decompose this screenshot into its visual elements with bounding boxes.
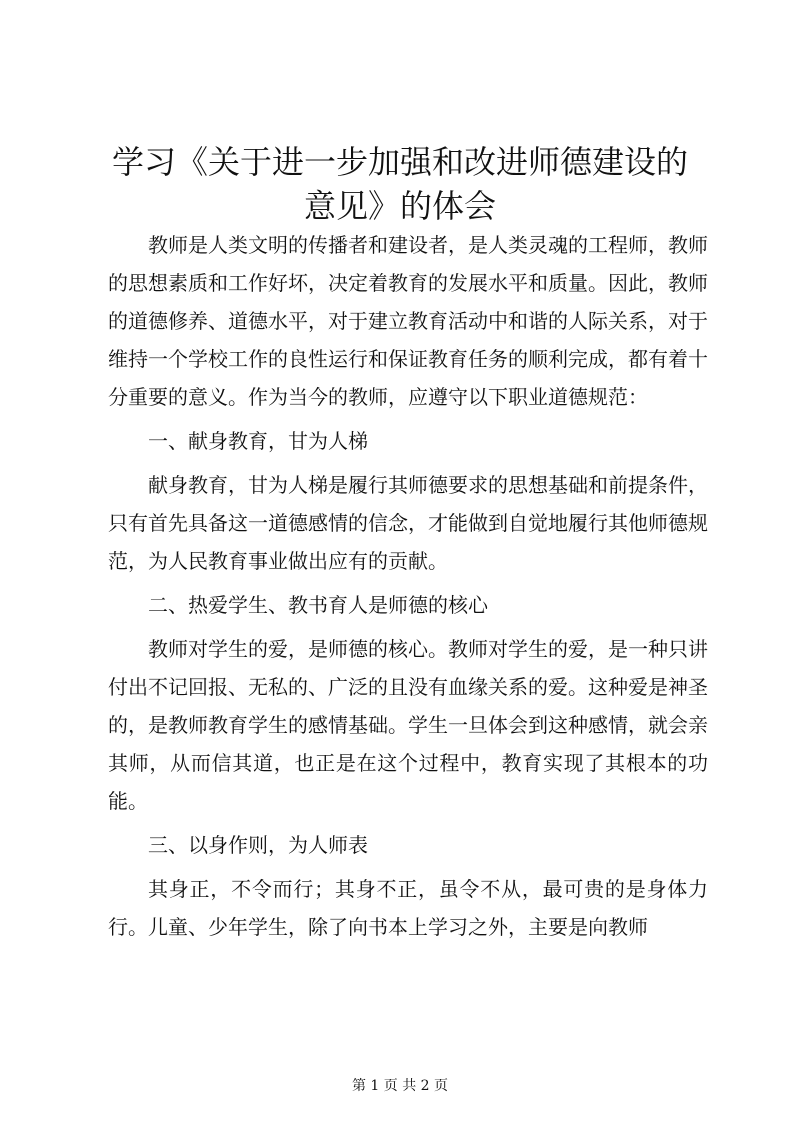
page-number-footer: 第 1 页 共 2 页 [351,1078,449,1094]
document-body [108,226,708,952]
paragraph-section-1: 献身教育，甘为人梯是履行其师德要求的思想基础和前提条件，只有首先具备这一道德感情的信念，才能做到自觉地履行其他师德规范，为人民教育事业做出应有的贡献。 [108,473,708,573]
paragraph-intro: 教师是人类文明的传播者和建设者，是人类灵魂的工程师，教师的思想素质和工作好坏，决定着教育的发展水平和质量。因此，教师的道德修养、道德水平，对于建立教育活动中和谐的人际关系，对于维持一个学校工作的良性运行和保证教育任务的顺利完成，都有着十分重要的意义。作为当今的教师，应遵守以下职业道德规范： [108,233,708,409]
section-heading-2: 二、热爱学生、教书育人是师德的核心 [148,593,488,617]
section-heading-3: 三、以身作则，为人师表 [148,833,368,857]
paragraph-section-2: 教师对学生的爱，是师德的核心。教师对学生的爱，是一种只讲付出不记回报、无私的、广泛的且没有血缘关系的爱。这种爱是神圣的，是教师教育学生的感情基础。学生一旦体会到这种感情，就会亲其师，从而信其道，也正是在这个过程中，教育实现了其根本的功能。 [108,637,708,813]
paragraph-section-3: 其身正，不令而行；其身不正，虽令不从，最可贵的是身体力行。儿童、少年学生，除了向书本上学习之外，主要是向教师 [108,877,708,939]
section-heading-1: 一、献身教育，甘为人梯 [148,429,368,453]
document-title: 学习《关于进一步加强和改进师德建设的意见》的体会 [111,143,688,225]
